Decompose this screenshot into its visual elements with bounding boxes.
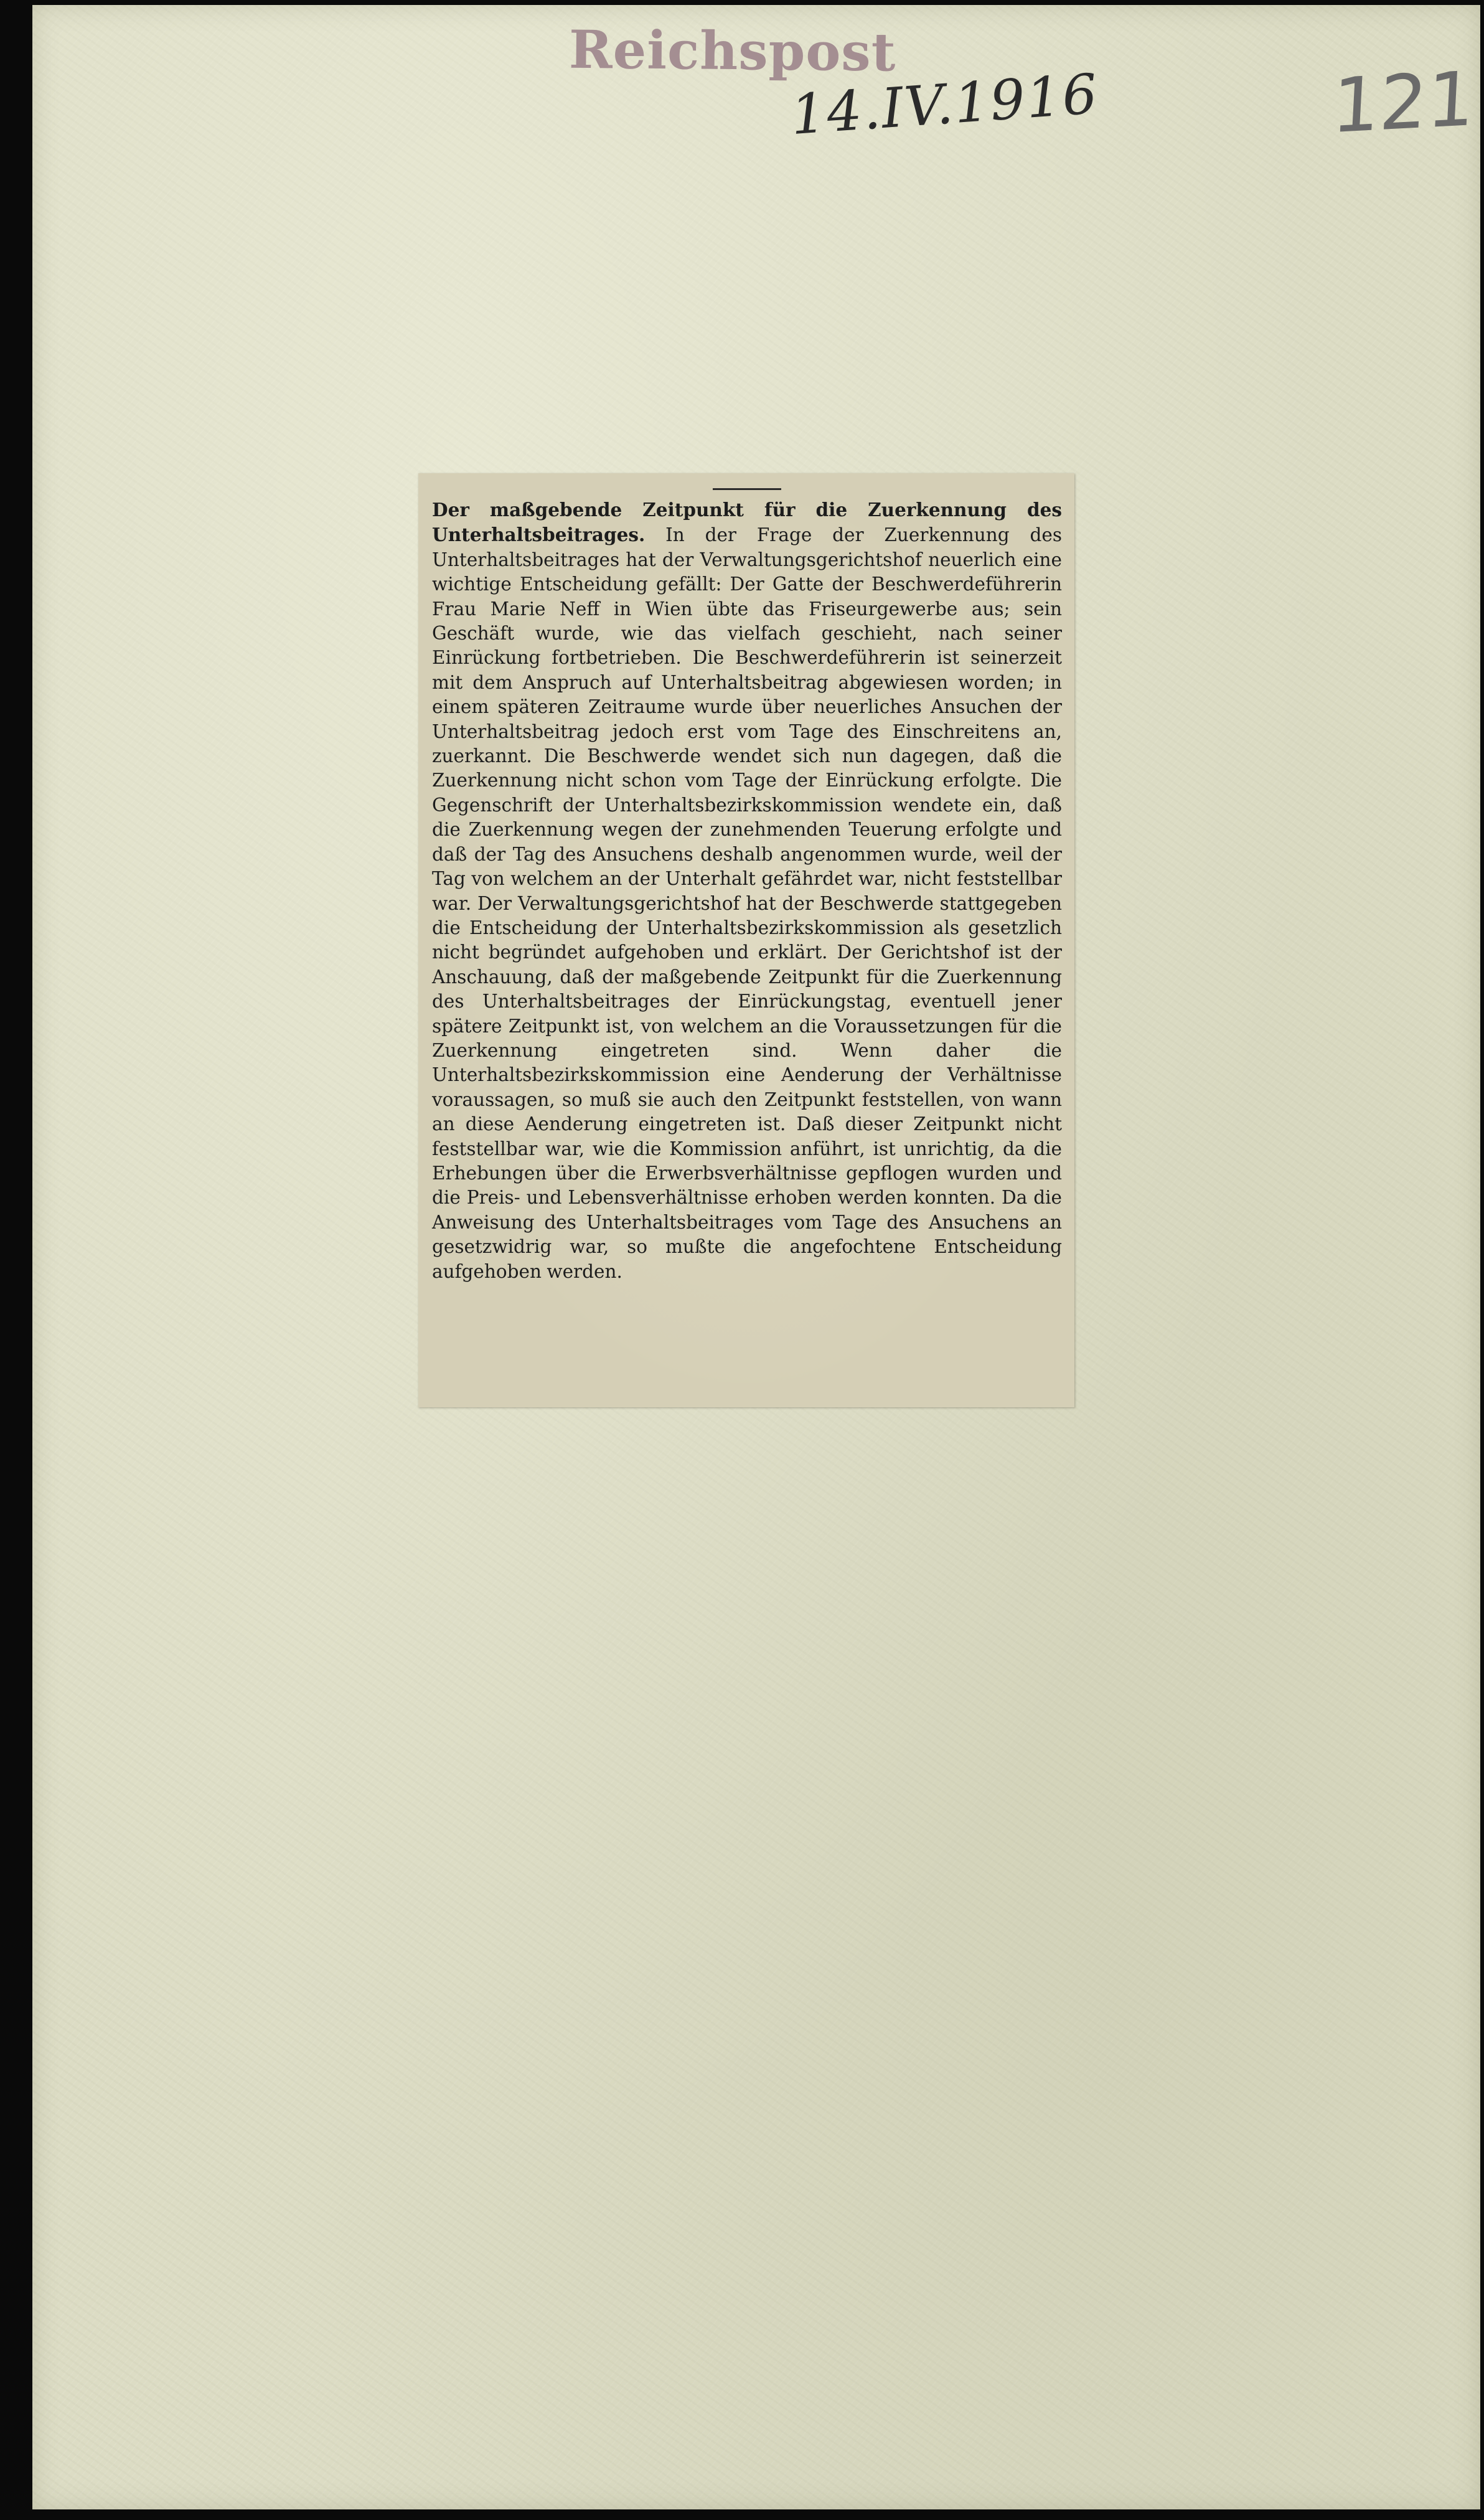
clipping-separator-rule [713, 488, 781, 490]
handwritten-date: 14.IV.1916 [789, 61, 1101, 148]
article-headline: Der maßgebende Zeitpunkt für die Zuerkennung des Unterhaltsbeitrages. [432, 499, 1062, 546]
article-body: In der Frage der Zuerkennung des Unterhaltsbeitrages hat der Verwaltungsgerichtshof neuerlich eine wichtige Entscheidung gefällt: Der Gatte der Beschwerdeführerin Frau Marie Neff in Wien übte das Friseurgewerbe aus; sein Geschäft wurde, wie das vielfach geschieht, nach seiner Einrückung fortbetrieben. Die Beschwerdeführerin ist seinerzeit mit dem Anspruch auf Unterhaltsbeitrag abgewiesen worden; in einem späteren Zeitraume wurde über neuerliches Ansuchen der Unterhaltsbeitrag jedoch erst vom Tage des Einschreitens an, zuerkannt. Die Beschwerde wendet sich nun dagegen, daß die Zuerkennung nicht schon vom Tage der Einrückung erfolgte. Die Gegenschrift der Unterhaltsbezirkskommission wendete ein, daß die Zuerkennung wegen der zunehmenden Teuerung erfolgte und daß der Tag des Ansuchens deshalb angenommen wurde, weil der Tag von welchem an der Unterhalt gefährdet war, nicht feststellbar war. Der Verwaltungsgerichtshof hat der Beschwerde stattgegeben die Entscheidung der Unterhaltsbezirkskommission als gesetzlich nicht begründet aufgehoben und erklärt. Der Gerichtshof ist der Anschauung, daß der maßgebende Zeitpunkt für die Zuerkennung des Unterhaltsbeitrages der Einrückungstag, eventuell jener spätere Zeitpunkt ist, von welchem an die Voraussetzungen für die Zuerkennung eingetreten sind. Wenn daher die Unterhaltsbezirkskommission eine Aenderung der Verhältnisse voraussagen, so muß sie auch den Zeitpunkt feststellen, von wann an diese Aenderung eingetreten ist. Daß dieser Zeitpunkt nicht feststellbar war, wie die Kommission anführt, ist unrichtig, da die Erhebungen über die Erwerbsverhältnisse gepflogen wurden und die Preis- und Lebensverhältnisse erhoben werden konnten. Da die Anweisung des Unterhaltsbeitrages vom Tage des Ansuchens an gesetzwidrig war, so mußte die angefochtene Entscheidung aufgehoben werden. [432, 524, 1062, 1282]
newspaper-stamp: Reichspost [568, 18, 896, 83]
article-text [432, 498, 1062, 1284]
newspaper-clipping [418, 473, 1074, 1407]
folio-number: 121 [1330, 55, 1477, 151]
